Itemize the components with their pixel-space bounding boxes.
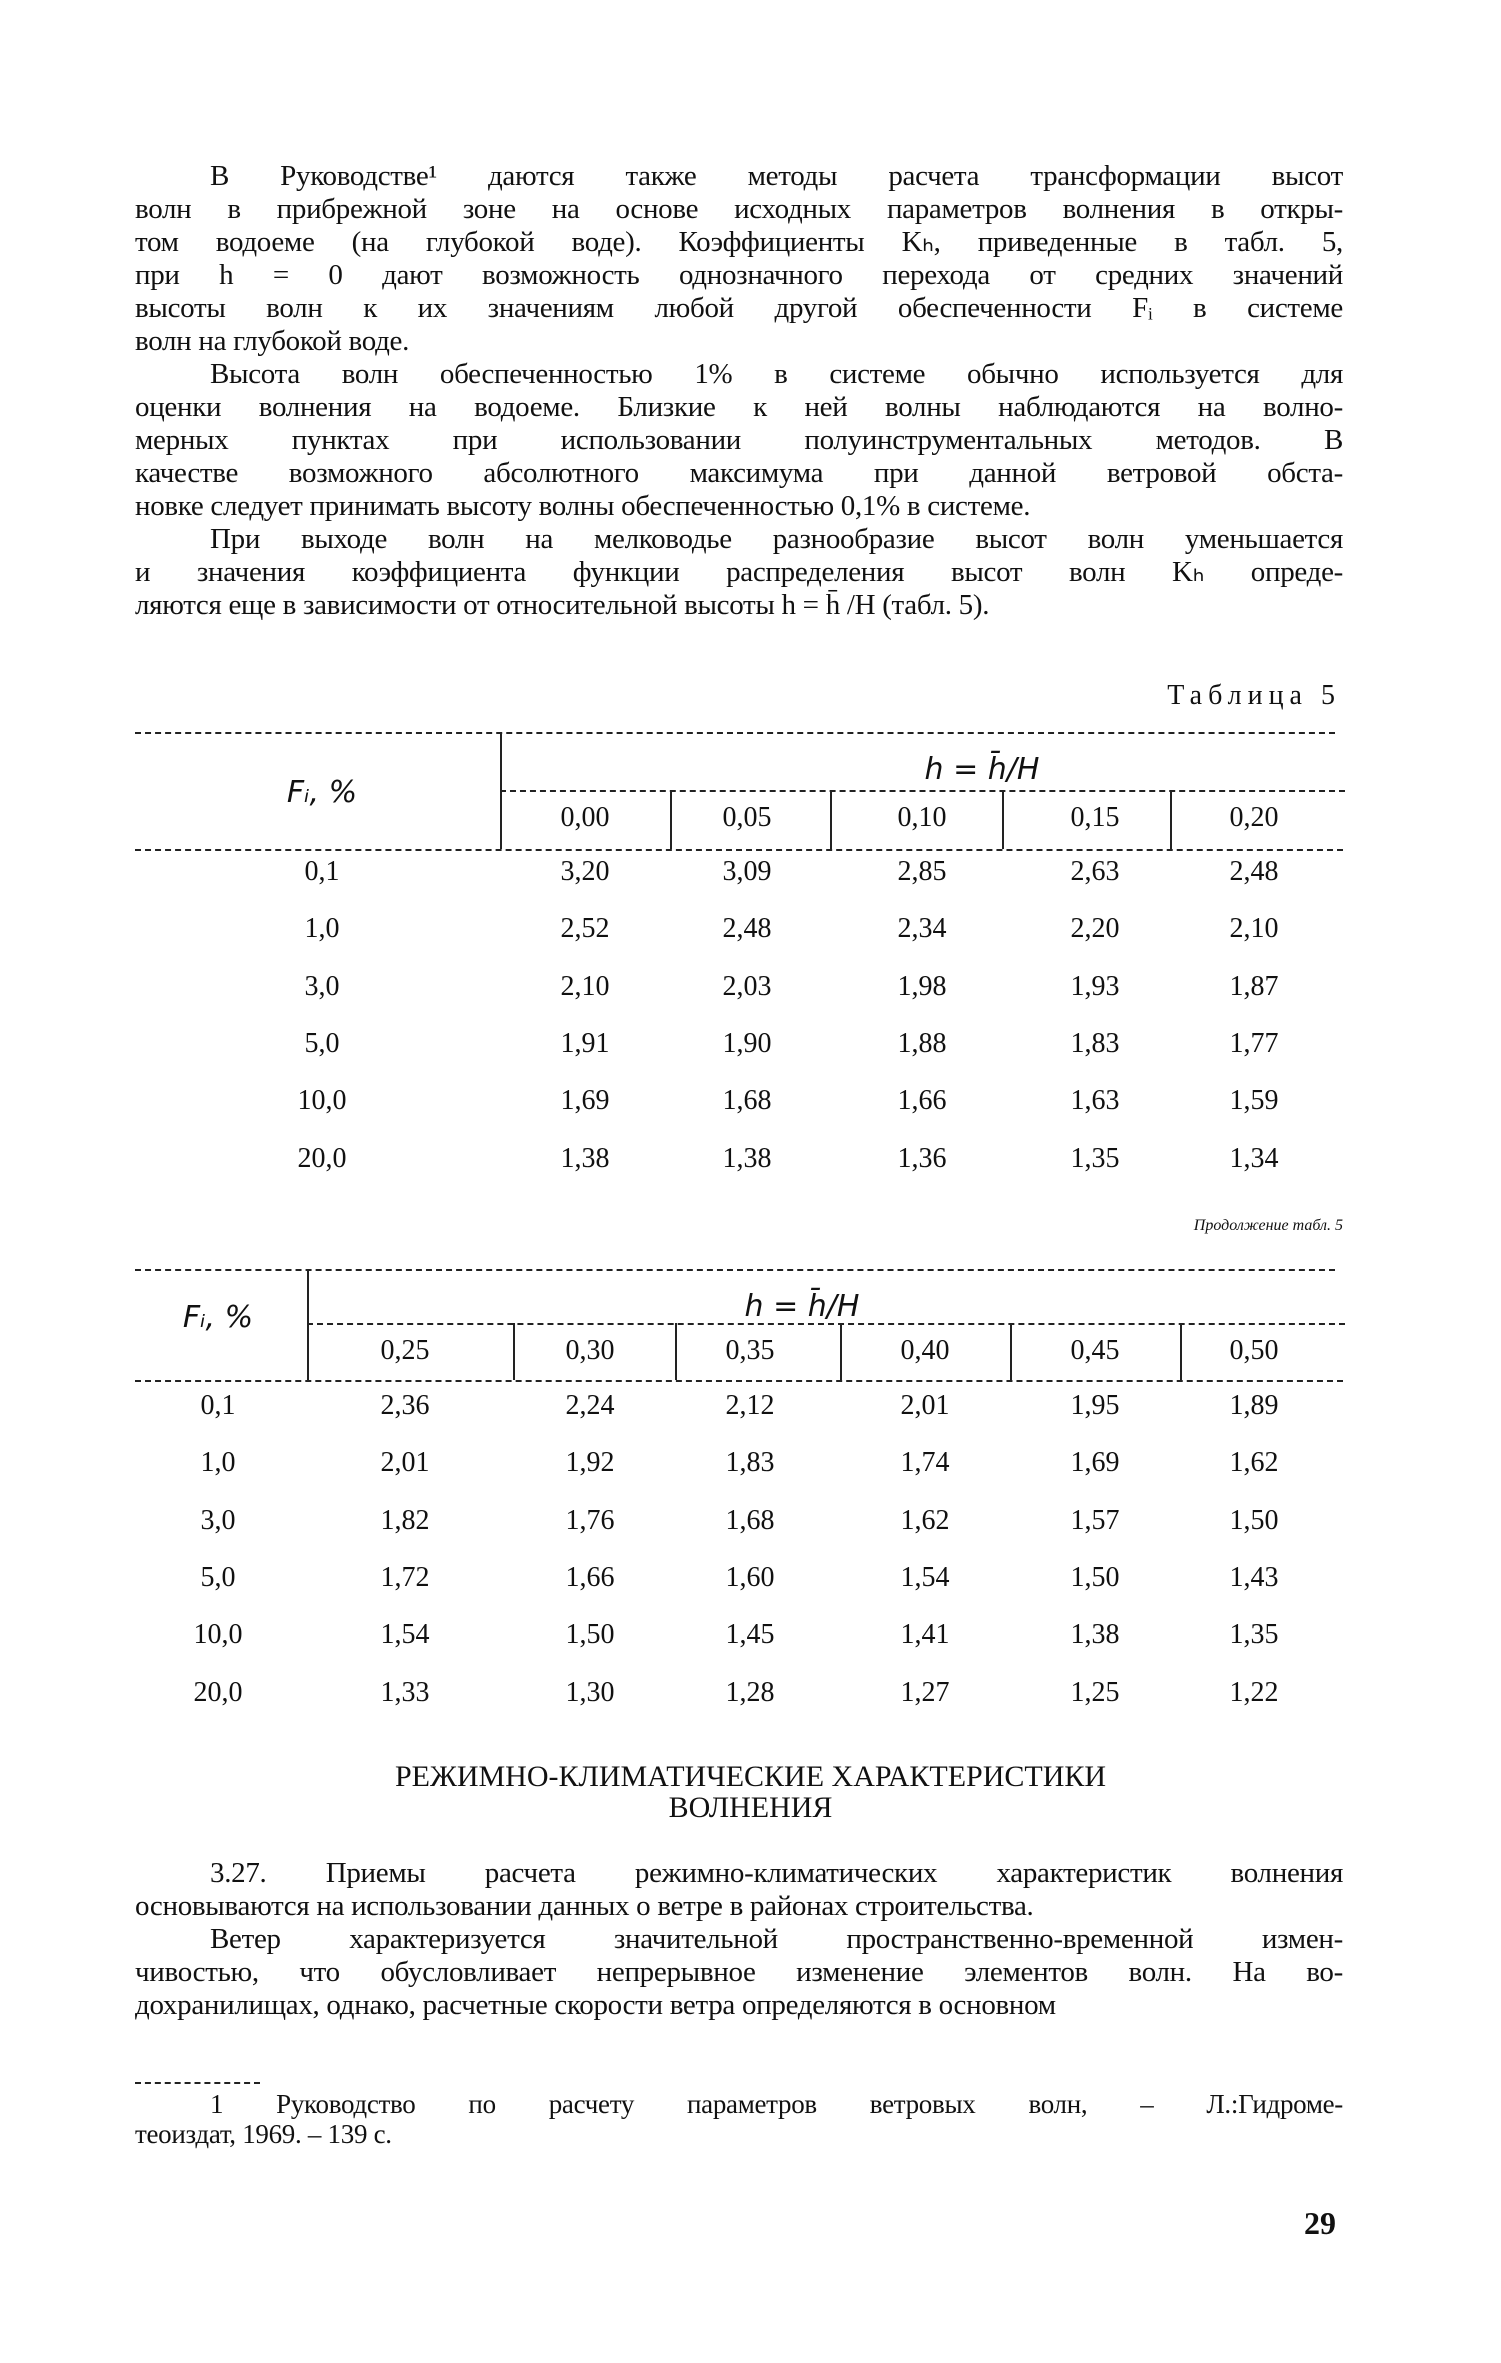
table-cell: 2,03 — [722, 970, 772, 1002]
table-cell: 1,74 — [900, 1447, 950, 1479]
table-cell: 1,35 — [1070, 1142, 1120, 1174]
table-cell: 1,57 — [1070, 1504, 1120, 1536]
table-cell: 2,34 — [897, 913, 947, 945]
column-header: 0,00 — [560, 802, 610, 833]
table-cell: 1,50 — [1070, 1561, 1120, 1593]
table-cell: 1,62 — [1229, 1447, 1279, 1479]
table-cell: 1,28 — [725, 1676, 775, 1708]
table-caption: Таблица 5 — [1167, 680, 1341, 711]
table-cell: 1,89 — [1229, 1390, 1279, 1421]
table-divider — [500, 732, 502, 849]
table-cell: 2,52 — [560, 913, 610, 945]
table-cell: 2,20 — [1070, 913, 1120, 945]
row-label: 1,0 — [304, 913, 340, 945]
table-cell: 1,98 — [897, 970, 947, 1002]
table-cell: 1,41 — [900, 1619, 950, 1651]
table-cell: 1,38 — [560, 1142, 610, 1174]
table-cell: 1,34 — [1229, 1142, 1279, 1174]
table-cell: 1,35 — [1229, 1619, 1279, 1651]
table-cell: 1,77 — [1229, 1027, 1279, 1059]
table-cell: 2,36 — [380, 1390, 430, 1421]
table-cell: 1,33 — [380, 1676, 430, 1708]
table-cell: 1,25 — [1070, 1676, 1120, 1708]
table-cell: 1,54 — [380, 1619, 430, 1651]
group-header: h = h̄/H — [744, 1289, 860, 1324]
table-cell: 1,83 — [1070, 1027, 1120, 1059]
table-cell: 2,01 — [380, 1447, 430, 1479]
paragraph-line: качестве возможного абсолютного максимума при данной ветровой обста- — [135, 457, 1343, 489]
table-cell: 1,63 — [1070, 1085, 1120, 1117]
paragraph-line: новке следует принимать высоту волны обеспеченностью 0,1% в системе. — [135, 490, 1031, 522]
column-header: 0,40 — [900, 1335, 950, 1366]
table-cell: 2,24 — [565, 1390, 615, 1421]
column-header: 0,35 — [725, 1335, 775, 1366]
paragraph-line: Высота волн обеспеченностью 1% в системе обычно используется для — [210, 358, 1343, 390]
table-cell: 1,90 — [722, 1027, 772, 1059]
paragraph-line: волн на глубокой воде. — [135, 325, 410, 357]
table-cell: 1,45 — [725, 1619, 775, 1651]
table-cell: 1,38 — [722, 1142, 772, 1174]
table-cell: 1,50 — [565, 1619, 615, 1651]
column-header: 0,05 — [722, 802, 772, 833]
table-top-rule — [135, 732, 1335, 734]
table-divider — [1010, 1323, 1012, 1380]
table-cell: 1,82 — [380, 1504, 430, 1536]
paragraph-line: волн в прибрежной зоне на основе исходных параметров волнения в откры- — [135, 193, 1343, 225]
footnote-line: 1 Руководство по расчету параметров ветровых волн, – Л.:Гидроме- — [210, 2089, 1343, 2119]
row-label: 20,0 — [193, 1676, 243, 1708]
table-cell: 1,68 — [722, 1085, 772, 1117]
table-cell: 2,63 — [1070, 856, 1120, 887]
table-cell: 2,10 — [560, 970, 610, 1002]
row-label: 10,0 — [297, 1085, 347, 1117]
paragraph-line: высоты волн к их значениям любой другой обеспеченности Fᵢ в системе — [135, 292, 1343, 324]
paragraph-line: дохранилищах, однако, расчетные скорости ветра определяются в основном — [135, 1989, 1056, 2021]
table-divider — [840, 1323, 842, 1380]
row-header: Fᵢ, % — [286, 775, 358, 810]
table-cell: 2,85 — [897, 856, 947, 887]
table-cell: 1,50 — [1229, 1504, 1279, 1536]
table-cell: 1,93 — [1070, 970, 1120, 1002]
paragraph-line: оценки волнения на водоеме. Близкие к ней волны наблюдаются на волно- — [135, 391, 1343, 423]
paragraph-line: основываются на использовании данных о ветре в районах строительства. — [135, 1890, 1034, 1922]
table-cell: 3,20 — [560, 856, 610, 887]
table-divider — [830, 790, 832, 849]
section-heading: РЕЖИМНО-КЛИМАТИЧЕСКИЕ ХАРАКТЕРИСТИКИ — [394, 1760, 1107, 1793]
paragraph-line: чивостью, что обусловливает непрерывное изменение элементов волн. На во- — [135, 1956, 1343, 1988]
table-cell: 2,01 — [900, 1390, 950, 1421]
table-cell: 1,30 — [565, 1676, 615, 1708]
column-header: 0,15 — [1070, 802, 1120, 833]
table-cell: 2,10 — [1229, 913, 1279, 945]
table-cell: 1,22 — [1229, 1676, 1279, 1708]
table-header-bottom-rule — [135, 849, 1343, 851]
column-header: 0,45 — [1070, 1335, 1120, 1366]
paragraph-line: В Руководстве¹ даются также методы расчета трансформации высот — [210, 160, 1343, 192]
column-header: 0,20 — [1229, 802, 1279, 833]
footnote-line: теоиздат, 1969. – 139 с. — [135, 2119, 392, 2149]
row-label: 20,0 — [297, 1142, 347, 1174]
table-cell: 1,68 — [725, 1504, 775, 1536]
table-cell: 2,12 — [725, 1390, 775, 1421]
table-cell: 1,27 — [900, 1676, 950, 1708]
column-header: 0,50 — [1229, 1335, 1279, 1366]
row-label: 10,0 — [193, 1619, 243, 1651]
section-heading: ВОЛНЕНИЯ — [668, 1791, 833, 1824]
paragraph-line: при h = 0 дают возможность однозначного перехода от средних значений — [135, 259, 1343, 291]
paragraph-line: и значения коэффициента функции распределения высот волн Kₕ опреде- — [135, 556, 1343, 588]
row-label: 1,0 — [200, 1447, 236, 1479]
table-cell: 1,95 — [1070, 1390, 1120, 1421]
paragraph-line: 3.27. Приемы расчета режимно-климатических характеристик волнения — [210, 1857, 1343, 1889]
group-header: h = h̄/H — [924, 752, 1040, 787]
row-label: 5,0 — [200, 1561, 236, 1593]
footnote-rule — [135, 2082, 260, 2084]
table-cell: 1,83 — [725, 1447, 775, 1479]
table-cell: 1,88 — [897, 1027, 947, 1059]
paragraph-line: том водоеме (на глубокой воде). Коэффициенты Kₕ, приведенные в табл. 5, — [135, 226, 1343, 258]
paragraph-line: мерных пунктах при использовании полуинструментальных методов. В — [135, 424, 1343, 456]
table-cell: 1,69 — [560, 1085, 610, 1117]
row-label: 0,1 — [304, 856, 340, 887]
table-cell: 1,62 — [900, 1504, 950, 1536]
row-label: 5,0 — [304, 1027, 340, 1059]
table-cell: 1,92 — [565, 1447, 615, 1479]
table-cell: 1,91 — [560, 1027, 610, 1059]
column-header: 0,30 — [565, 1335, 615, 1366]
row-label: 0,1 — [200, 1390, 236, 1421]
column-header: 0,25 — [380, 1335, 430, 1366]
paragraph-line: При выходе волн на мелководье разнообразие высот волн уменьшается — [210, 523, 1343, 555]
table-top-rule — [135, 1269, 1335, 1271]
table-cell: 1,54 — [900, 1561, 950, 1593]
table-cell: 1,38 — [1070, 1619, 1120, 1651]
paragraph-line: ляются еще в зависимости от относительной высоты h = h̄ /H (табл. 5). — [135, 589, 990, 621]
table-divider — [307, 1269, 309, 1380]
table-cell: 1,36 — [897, 1142, 947, 1174]
table-cell: 2,48 — [1229, 856, 1279, 887]
table-cell: 1,66 — [897, 1085, 947, 1117]
table-cell: 2,48 — [722, 913, 772, 945]
column-header: 0,10 — [897, 802, 947, 833]
table-cell: 1,87 — [1229, 970, 1279, 1002]
table-cell: 1,76 — [565, 1504, 615, 1536]
row-label: 3,0 — [200, 1504, 236, 1536]
table-cell: 1,69 — [1070, 1447, 1120, 1479]
table-cell: 1,66 — [565, 1561, 615, 1593]
paragraph-line: Ветер характеризуется значительной пространственно-временной измен- — [210, 1923, 1343, 1955]
table-subheader-rule — [500, 790, 1345, 792]
table-cell: 3,09 — [722, 856, 772, 887]
table-cell: 1,59 — [1229, 1085, 1279, 1117]
row-header: Fᵢ, % — [182, 1300, 254, 1335]
table-divider — [1002, 790, 1004, 849]
table-header-bottom-rule — [135, 1380, 1343, 1382]
page-number: 29 — [1304, 2205, 1336, 2241]
table-cell: 1,72 — [380, 1561, 430, 1593]
row-label: 3,0 — [304, 970, 340, 1002]
table-cell: 1,60 — [725, 1561, 775, 1593]
table-caption: Продолжение табл. 5 — [1193, 1217, 1343, 1234]
table-cell: 1,43 — [1229, 1561, 1279, 1593]
